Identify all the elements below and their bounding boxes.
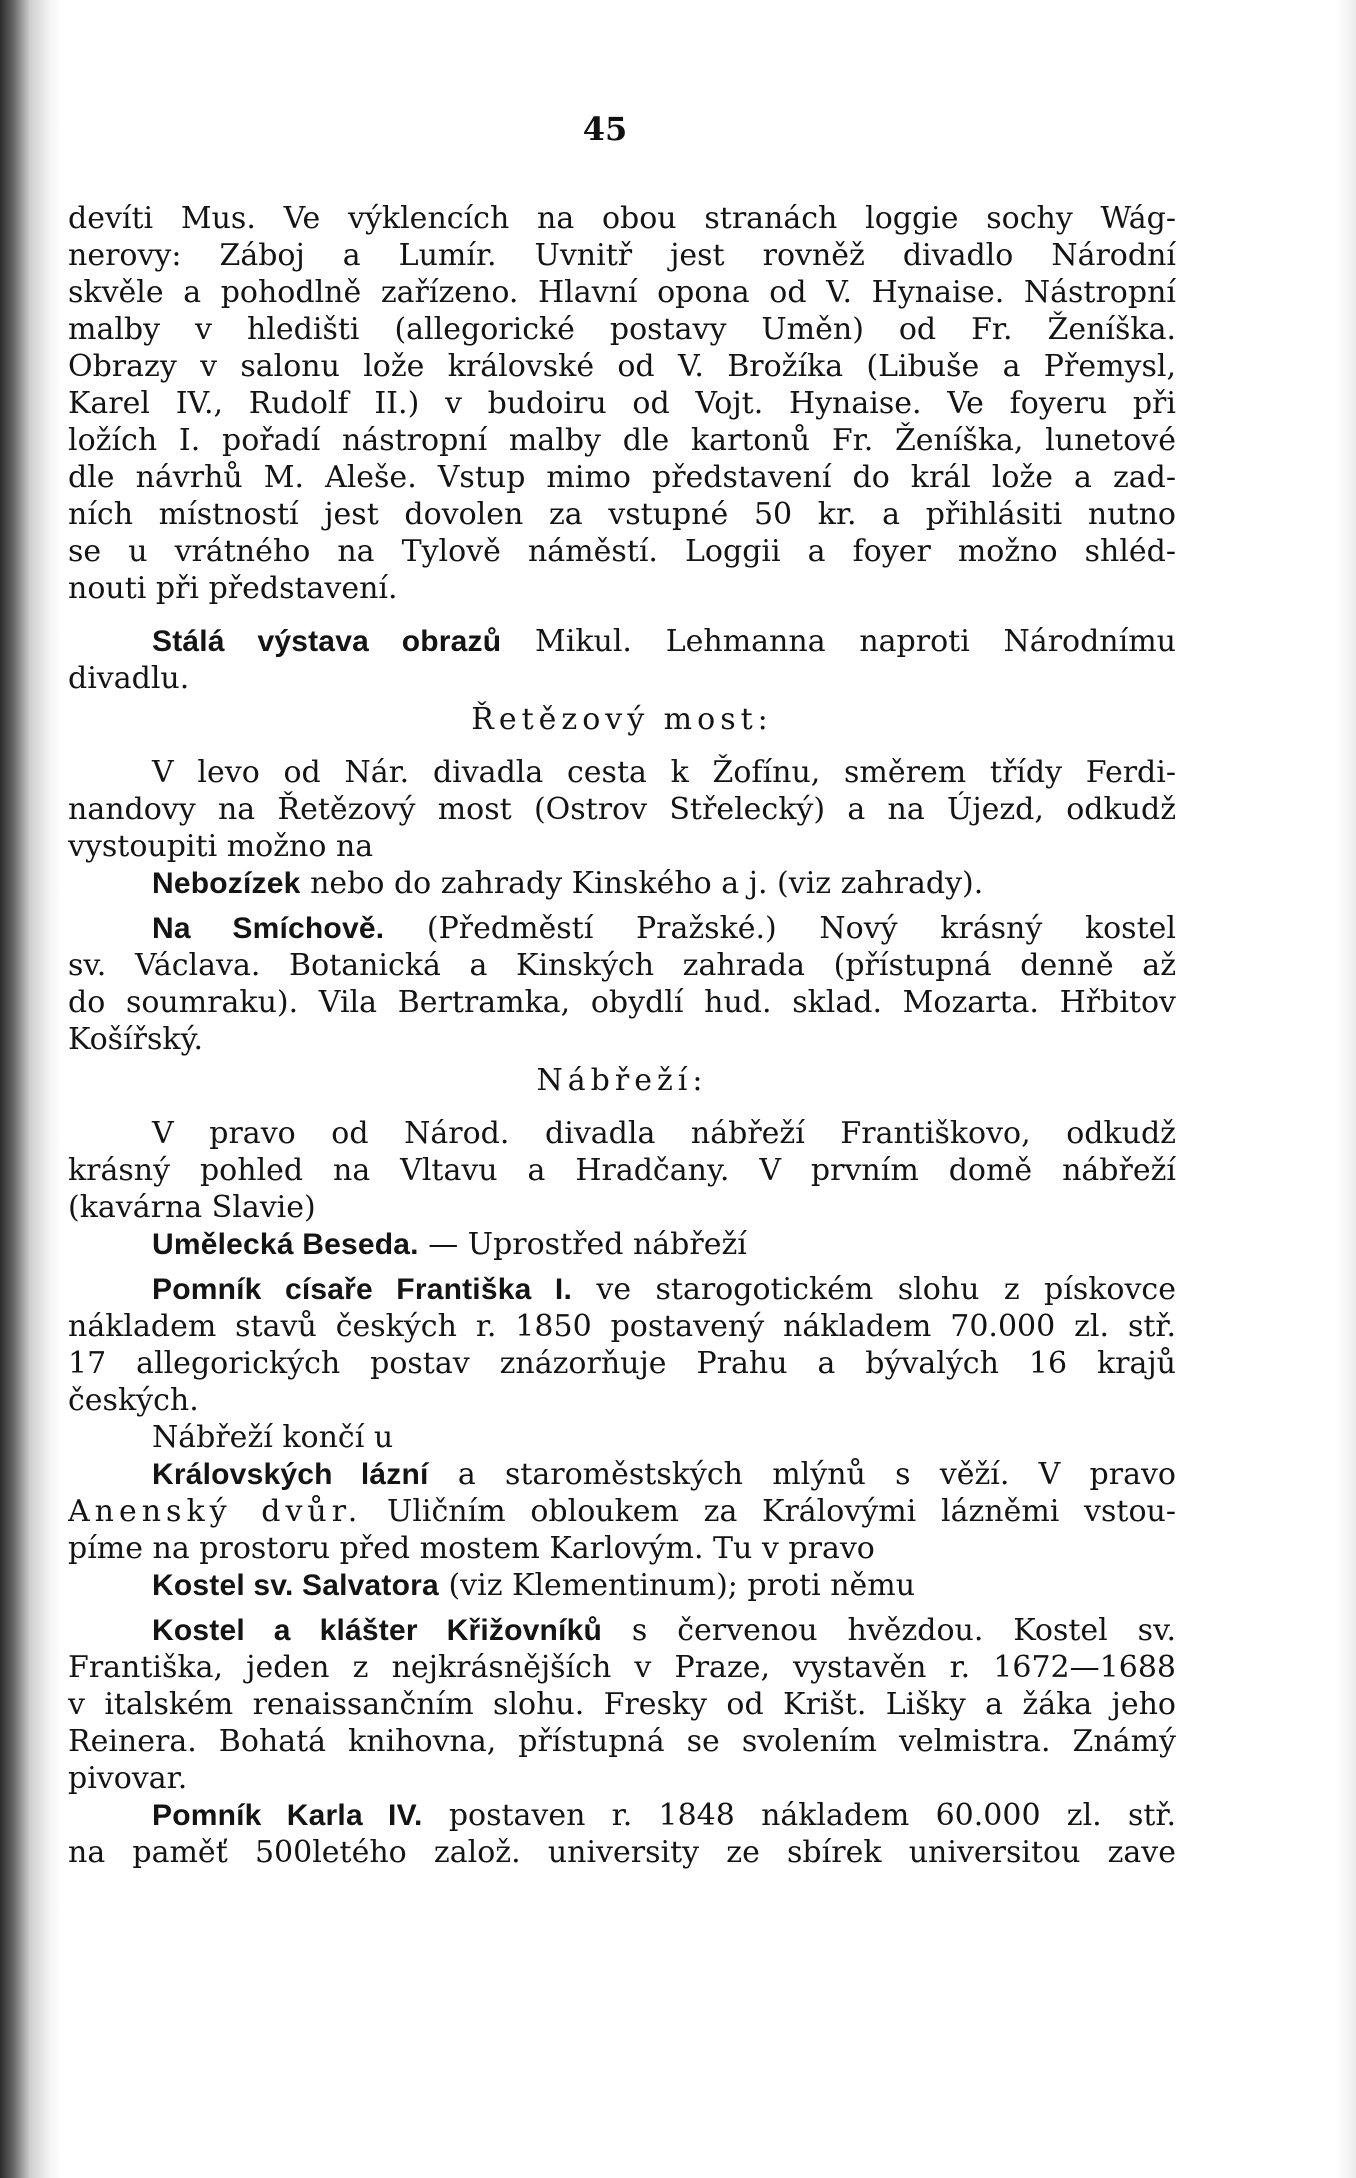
text-line: ložích I. pořadí nástropní malby dle kartonů Fr. Ženíška, lunetové — [68, 423, 1176, 458]
text-line: Karel IV., Rudolf II.) v budoiru od Vojt. Hynaise. Ve foyeru při — [68, 386, 1176, 421]
entry-line — [68, 1612, 1176, 1649]
text-line: nouti při představení. — [68, 571, 398, 606]
entry-line — [68, 1271, 1176, 1308]
text-line: (kavárna Slavie) — [68, 1190, 316, 1225]
text-line: Obrazy v salonu lože královské od V. Brožíka (Libuše a Přemysl, — [68, 349, 1176, 384]
text-line: dle návrhů M. Aleše. Vstup mimo představení do král lože a zad- — [68, 460, 1176, 495]
entry-line — [68, 1567, 1176, 1604]
text-line: Košířský. — [68, 1022, 204, 1057]
entry-heading: Stálá výstava obrazů — [152, 625, 502, 658]
entry-text: Mikul. Lehmanna naproti Národnímu — [535, 624, 1176, 659]
entry-text: (Předměstí Pražské.) Nový krásný kostel — [426, 911, 1176, 946]
text-line: pivovar. — [68, 1761, 188, 1796]
page-number: 45 — [582, 110, 628, 148]
entry-line — [68, 910, 1176, 947]
text-line: V levo od Nár. divadla cesta k Žofínu, směrem třídy Ferdi- — [152, 755, 1176, 790]
section-heading: Řetězový most: — [471, 702, 773, 737]
entry-heading: Nebozízek — [152, 867, 301, 900]
text-line: skvěle a pohodlně zařízeno. Hlavní opona od V. Hynaise. Nástropní — [68, 275, 1176, 310]
entry-text: — Uprostřed nábřeží — [428, 1227, 747, 1262]
entry-heading: Umělecká Beseda. — [152, 1228, 419, 1261]
text-line: malby v hledišti (allegorické postavy Uměn) od Fr. Ženíška. — [68, 312, 1176, 347]
text-line: vystoupiti možno na — [68, 829, 374, 864]
entry-text: ve starogotickém slohu z pískovce — [596, 1272, 1176, 1307]
text-line: sv. Václava. Botanická a Kinských zahrada (přístupná denně až — [68, 948, 1176, 983]
page-edge — [1336, 0, 1356, 2178]
entry-line — [68, 865, 1176, 902]
body-text — [68, 200, 1176, 1871]
text-line: V pravo od Národ. divadla nábřeží Františkovo, odkudž — [152, 1116, 1176, 1151]
entry-text: a staroměstských mlýnů s věží. V pravo — [457, 1457, 1176, 1492]
entry-text: nebo do zahrady Kinského a j. (viz zahrady). — [310, 866, 984, 901]
entry-text: Uličním obloukem za Královými lázněmi vstou- — [387, 1494, 1176, 1529]
text-line: v italském renaissančním slohu. Fresky od Krišt. Lišky a žáka jeho — [68, 1687, 1176, 1722]
entry-heading: Pomník Karla IV. — [152, 1799, 423, 1832]
text-line: krásný pohled na Vltavu a Hradčany. V prvním domě nábřeží — [68, 1153, 1176, 1188]
entry-line — [68, 1797, 1176, 1834]
entry-heading: Anenský dvůr. — [68, 1494, 363, 1529]
entry-heading: Kostel a klášter Křižovníků — [152, 1614, 602, 1647]
text-line: do soumraku). Vila Bertramka, obydlí hud. sklad. Mozarta. Hřbitov — [68, 985, 1176, 1020]
entry-line — [68, 1493, 1176, 1530]
entry-line — [68, 1456, 1176, 1493]
text-line: nandovy na Řetězový most (Ostrov Střelecký) a na Újezd, odkudž — [68, 792, 1176, 827]
entry-text: s červenou hvězdou. Kostel sv. — [631, 1613, 1176, 1648]
entry-heading: Kostel sv. Salvatora — [152, 1569, 439, 1602]
text-line: Reinera. Bohatá knihovna, přístupná se svolením velmistra. Známý — [68, 1724, 1176, 1759]
entry-line — [68, 1226, 1176, 1263]
text-line: českých. — [68, 1383, 199, 1418]
section-heading: Nábřeží: — [536, 1063, 708, 1098]
entry-text: postaven r. 1848 nákladem 60.000 zl. stř. — [448, 1798, 1176, 1833]
entry-line — [68, 623, 1176, 660]
text-line: Františka, jeden z nejkrásnějších v Praze, vystavěn r. 1672—1688 — [68, 1650, 1176, 1685]
text-line: nákladem stavů českých r. 1850 postavený nákladem 70.000 zl. stř. — [68, 1309, 1176, 1344]
entry-heading: Královských lázní — [152, 1458, 429, 1491]
text-line: ních místností jest dovolen za vstupné 50 kr. a přihlásiti nutno — [68, 497, 1176, 532]
text-line: Nábřeží končí u — [152, 1420, 394, 1455]
text-line: nerovy: Záboj a Lumír. Uvnitř jest rovněž divadlo Národní — [68, 238, 1176, 273]
binding-shadow — [0, 0, 62, 2178]
entry-heading: Pomník císaře Františka I. — [152, 1273, 572, 1306]
text-line: se u vrátného na Tylově náměstí. Loggii a foyer možno shléd- — [68, 534, 1176, 569]
text-line: píme na prostoru před mostem Karlovým. Tu v pravo — [68, 1531, 875, 1566]
text-line: 17 allegorických postav znázorňuje Prahu a bývalých 16 krajů — [68, 1346, 1176, 1381]
text-line: na paměť 500letého založ. university ze sbírek universitou zave — [68, 1835, 1176, 1870]
entry-heading: Na Smíchově. — [152, 912, 385, 945]
entry-text: (viz Klementinum); proti němu — [448, 1568, 916, 1603]
text-line: devíti Mus. Ve výklencích na obou stranách loggie sochy Wág- — [68, 201, 1176, 236]
text-line: divadlu. — [68, 661, 190, 696]
